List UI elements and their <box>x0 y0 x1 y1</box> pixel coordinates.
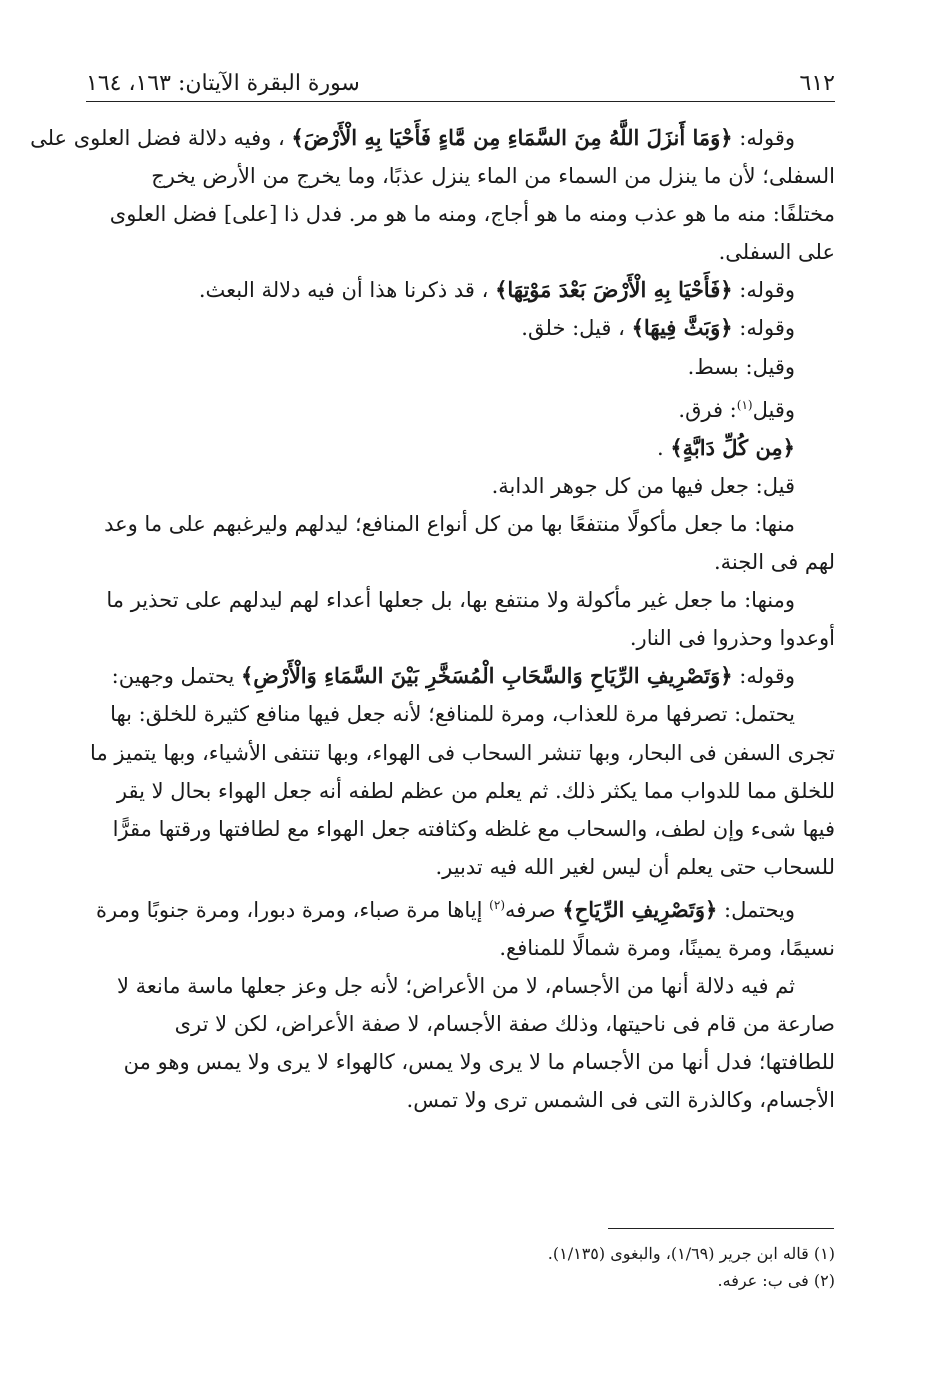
paragraph-line: نسيمًا، ومرة يمينًا، ومرة شمالًا للمنافع. <box>499 935 835 960</box>
paragraph-line: وقيل: بسط. <box>687 354 795 379</box>
paragraph-line: تجرى السفن فى البحار، وبها تنشر السحاب فى الهواء، وبها تنتفى الأشياء، وبها يتميز ما <box>90 740 835 765</box>
main-text <box>30 119 835 1119</box>
paragraph-line: ومنها: ما جعل غير مأكولة ولا منتفع بها، بل جعلها أعداء لهم ليدلهم على تحذير ما <box>106 588 795 613</box>
paragraph-line: منها: ما جعل مأكولًا منتفعًا بها من كل أنواع المنافع؛ ليدلهم وليرغبهم على ما وعد <box>104 511 795 536</box>
page-header <box>86 62 835 96</box>
paragraph-line: ﴿مِن كُلِّ دَابَّةٍ﴾ . <box>656 434 795 460</box>
paragraph-line: وقوله: ﴿فَأَحْيَا بِهِ الْأَرْضَ بَعْدَ مَوْتِهَا﴾ ، قد ذكرنا هذا أن فيه دلالة البعث. <box>198 277 795 303</box>
paragraph-line: ويحتمل: ﴿وَتَصْرِيفِ الرِّيَاحِ﴾ صرفه$^{(٢)}$ إياها مرة صباء، ومرة دبورا، ومرة جنوبًا ومرة <box>96 896 795 922</box>
paragraph-line: وقوله: ﴿وَمَا أَنزَلَ اللَّهُ مِنَ السَّمَاءِ مِن مَّاءٍ فَأَحْيَا بِهِ الْأَرْضَ﴾ ، وفيه دلالة فضل العلوى على <box>30 125 795 150</box>
quran-verse: ﴿وَمَا أَنزَلَ اللَّهُ مِنَ السَّمَاءِ مِن مَّاءٍ فَأَحْيَا بِهِ الْأَرْضَ﴾ <box>291 125 733 150</box>
paragraph-line: الأجسام، وكالذرة التى فى الشمس ترى ولا تمس. <box>406 1088 835 1113</box>
paragraph-line: يحتمل: تصرفها مرة للعذاب، ومرة للمنافع؛ لأنه جعل فيها منافع كثيرة للخلق: بها <box>110 702 795 727</box>
footnote: (٢) فى ب: عرفه. <box>717 1271 835 1290</box>
paragraph-line: فيها شىء وإن لطف، والسحاب مع غلظه وكثافته جعل الهواء مع لطافتها ورقتها مقرًّا <box>112 816 835 841</box>
paragraph-line: وقوله: ﴿وَبَثَّ فِيهَا﴾ ، قيل: خلق. <box>521 315 795 341</box>
quran-verse: ﴿وَبَثَّ فِيهَا﴾ <box>631 315 733 341</box>
quran-verse: ﴿وَتَصْرِيفِ الرِّيَاحِ وَالسَّحَابِ الْمُسَخَّرِ بَيْنَ السَّمَاءِ وَالْأَرْضِ﴾ <box>240 663 733 689</box>
paragraph-line: مختلفًا: منه ما هو عذب ومنه ما هو أجاج، ومنه ما هو مر. فدل ذا [على] فضل العلوى <box>109 202 835 227</box>
running-title: سورة البقرة الآيتان: ١٦٣، ١٦٤ <box>86 71 360 96</box>
paragraph-line: السفلى؛ لأن ما ينزل من السماء من الماء ينزل عذبًا، وما يخرج من الأرض يخرج <box>151 164 835 189</box>
quran-verse: ﴿فَأَحْيَا بِهِ الْأَرْضَ بَعْدَ مَوْتِهَا﴾ <box>495 277 733 303</box>
paragraph-line: للخلق مما للدواب مما يكثر ذلك. ثم يعلم من عظم لطفه أنه جعل الهواء بحال لا يقر <box>116 778 835 803</box>
footnote: (١) قاله ابن جرير (١/٦٩)، والبغوى (١/١٣٥). <box>547 1244 835 1263</box>
paragraph-line: وقوله: ﴿وَتَصْرِيفِ الرِّيَاحِ وَالسَّحَابِ الْمُسَخَّرِ بَيْنَ السَّمَاءِ وَالْأَرْضِ﴾ يحتمل وجهين: <box>111 663 795 689</box>
footnote-ref: (١) <box>736 397 753 412</box>
footnote-ref: (٢) <box>489 897 505 912</box>
header-divider <box>86 101 835 102</box>
paragraph-line: لهم فى الجنة. <box>713 550 835 575</box>
footnote-divider <box>608 1228 834 1229</box>
paragraph-line: أوعدوا وحذروا فى النار. <box>629 626 835 651</box>
paragraph-line: على السفلى. <box>718 240 835 265</box>
paragraph-line: للطافتها؛ فدل أنها من الأجسام ما لا يرى ولا يمس، كالهواء لا يرى ولا يمس وهو من <box>123 1050 835 1075</box>
quran-verse: ﴿مِن كُلِّ دَابَّةٍ﴾ <box>670 434 795 460</box>
paragraph-line: ثم فيه دلالة أنها من الأجسام، لا من الأعراض؛ لأنه جل وعز جعلها ماسة مانعة لا <box>116 974 795 999</box>
page-number: ٦١٢ <box>799 71 835 96</box>
paragraph-line: صارعة من قام فى ناحيتها، وذلك صفة الأجسام، لا صفة الأعراض، لكن لا ترى <box>174 1012 835 1037</box>
paragraph-line: قيل: جعل فيها من كل جوهر الدابة. <box>491 473 795 498</box>
footnotes <box>86 1240 835 1294</box>
paragraph-line: وقيل$^{(١)}$: فرق. <box>678 397 795 422</box>
quran-verse: ﴿وَتَصْرِيفِ الرِّيَاحِ﴾ <box>562 896 718 922</box>
paragraph-line: للسحاب حتى يعلم أن ليس لغير الله فيه تدبير. <box>435 854 835 879</box>
